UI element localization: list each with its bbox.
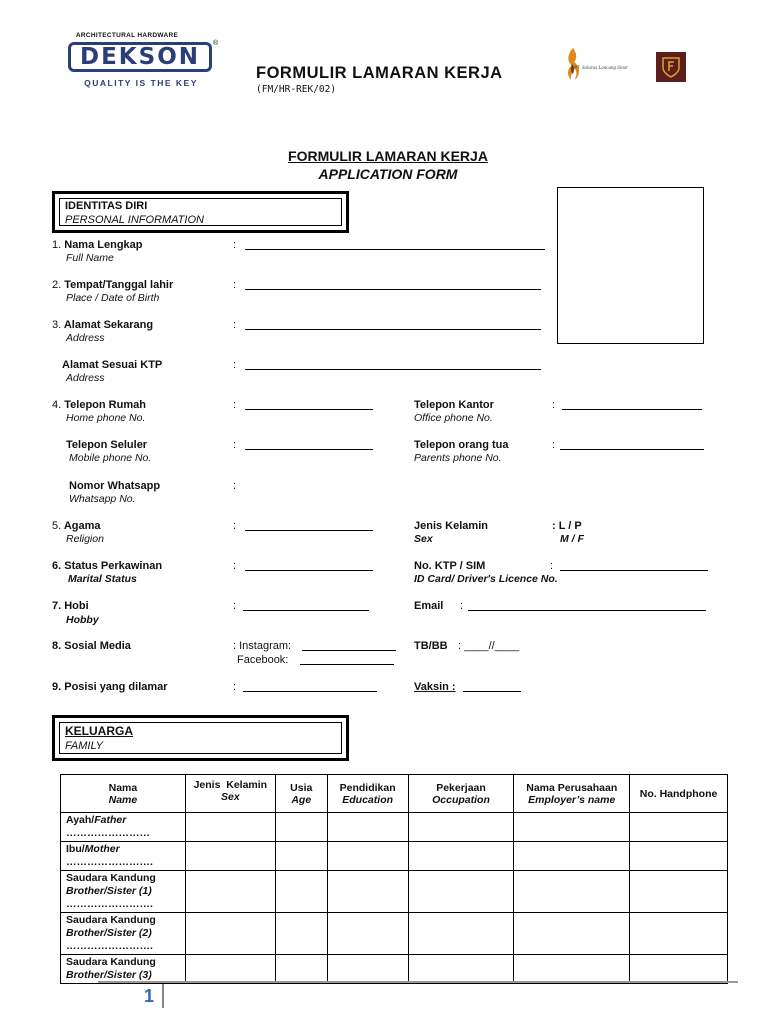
home-phone-sub: Home phone No. (66, 412, 146, 424)
col-name: Nama Name (61, 775, 186, 813)
whatsapp-sub: Whatsapp No. (69, 493, 136, 505)
home-phone-input[interactable] (245, 409, 373, 410)
mobile-sub: Mobile phone No. (69, 452, 152, 464)
office-phone-input[interactable] (562, 409, 702, 410)
ktp-address-label: Alamat Sesuai KTP (62, 359, 163, 371)
address-input[interactable] (245, 329, 541, 330)
registered-mark: ® (212, 40, 218, 47)
photo-box[interactable] (557, 187, 704, 344)
name-input[interactable] (245, 249, 545, 250)
sex-sub: Sex (414, 533, 433, 545)
table-row (61, 913, 728, 955)
table-row (61, 813, 728, 842)
table-cell[interactable] (514, 871, 630, 913)
dekson-logo (66, 32, 216, 92)
table-cell[interactable] (327, 955, 408, 984)
address-sub: Address (66, 332, 105, 344)
parents-phone-colon: : (552, 439, 556, 451)
parents-phone-sub: Parents phone No. (414, 452, 502, 464)
birth-label: 2. Tempat/Tanggal lahir (52, 279, 174, 291)
mobile-colon: : (233, 439, 237, 451)
table-cell[interactable] (327, 871, 408, 913)
instagram-input[interactable] (302, 650, 396, 651)
table-cell[interactable] (275, 842, 327, 871)
hobby-label: 7. Hobi (52, 600, 89, 612)
table-cell[interactable] (408, 842, 514, 871)
name-colon: : (233, 239, 237, 251)
logo-top-text: ARCHITECTURAL HARDWARE (75, 32, 179, 39)
ktp-input[interactable] (560, 570, 708, 571)
header-title: FORMULIR LAMARAN KERJA (256, 64, 503, 82)
parents-phone-label: Telepon orang tua (414, 439, 509, 451)
table-cell[interactable] (275, 813, 327, 842)
header-code: (FM/HR-REK/02) (256, 84, 337, 95)
table-cell[interactable] (275, 955, 327, 984)
table-row (61, 842, 728, 871)
crest-logo-icon (656, 52, 686, 82)
logo-word: DEKSON (80, 44, 200, 70)
table-cell[interactable] (327, 813, 408, 842)
table-cell[interactable] (514, 842, 630, 871)
sex-label: Jenis Kelamin (414, 520, 488, 532)
footer-divider (98, 981, 738, 983)
family-table (60, 774, 728, 984)
parents-phone-input[interactable] (560, 449, 704, 450)
table-cell[interactable] (408, 813, 514, 842)
ktp-label: No. KTP / SIM (414, 560, 486, 572)
office-phone-colon: : (552, 399, 556, 411)
name-sub: Full Name (66, 252, 114, 264)
table-row (61, 955, 728, 984)
table-cell[interactable] (275, 913, 327, 955)
social-label: 8. Sosial Media (52, 640, 131, 652)
birth-colon: : (233, 279, 237, 291)
section-family (52, 715, 349, 761)
row-sibling-3-label: Saudara Kandung Brother/Sister (3) (61, 955, 186, 984)
col-sex: Jenis Kelamin Sex (185, 775, 275, 813)
hobby-colon: : (233, 600, 237, 612)
table-cell[interactable] (630, 842, 728, 871)
form-subtitle: APPLICATION FORM (318, 166, 458, 182)
facebook-input[interactable] (300, 664, 394, 665)
office-phone-sub: Office phone No. (414, 412, 493, 424)
family-table-header (61, 775, 728, 813)
logo-box (68, 42, 212, 72)
page-number: 1 (144, 986, 155, 1006)
col-occupation: Pekerjaan Occupation (408, 775, 514, 813)
table-row (61, 871, 728, 913)
office-phone-label: Telepon Kantor (414, 399, 494, 411)
position-colon: : (233, 681, 237, 693)
position-input[interactable] (243, 691, 377, 692)
form-title: FORMULIR LAMARAN KERJA (288, 148, 488, 164)
hobby-sub: Hobby (66, 614, 99, 626)
religion-input[interactable] (245, 530, 373, 531)
ktp-address-input[interactable] (245, 369, 541, 370)
section-identity-label: IDENTITAS DIRI (65, 200, 148, 212)
religion-sub: Religion (66, 533, 104, 545)
instagram-label: : Instagram: (233, 640, 292, 652)
section-family-sub: FAMILY (65, 740, 103, 752)
email-colon: : (460, 600, 464, 612)
religion-label: 5. Agama (52, 520, 101, 532)
table-cell[interactable] (514, 813, 630, 842)
sex-options[interactable]: : L / P (552, 520, 582, 532)
table-cell[interactable] (630, 813, 728, 842)
table-cell[interactable] (630, 955, 728, 984)
ktp-address-sub: Address (66, 372, 105, 384)
section-identity-sub: PERSONAL INFORMATION (65, 214, 204, 226)
email-input[interactable] (468, 610, 706, 611)
table-cell[interactable] (630, 871, 728, 913)
birth-input[interactable] (245, 289, 541, 290)
home-phone-label: 4. Telepon Rumah (52, 399, 146, 411)
col-employer: Nama Perusahaan Employer’s name (514, 775, 630, 813)
position-label: 9. Posisi yang dilamar (52, 681, 168, 693)
ktp-colon: : (550, 560, 554, 572)
table-cell[interactable] (408, 871, 514, 913)
whatsapp-label: Nomor Whatsapp (69, 480, 161, 492)
table-cell[interactable] (275, 871, 327, 913)
facebook-label: Facebook: (237, 654, 289, 666)
table-cell[interactable] (327, 913, 408, 955)
marital-sub: Marital Status (68, 573, 137, 585)
table-cell[interactable] (185, 913, 275, 955)
religion-colon: : (233, 520, 237, 532)
table-cell[interactable] (630, 913, 728, 955)
birth-sub: Place / Date of Birth (66, 292, 160, 304)
partner-logo-text: PT. Solaras Lancang Sinar (574, 66, 629, 71)
table-cell[interactable] (514, 955, 630, 984)
table-cell[interactable] (408, 913, 514, 955)
address-colon: : (233, 319, 237, 331)
row-sibling-1-label: Saudara Kandung Brother/Sister (1) ……………………. (61, 871, 186, 913)
table-cell[interactable] (185, 955, 275, 984)
logo-tagline: QUALITY IS THE KEY (84, 78, 198, 88)
flame-logo-icon (562, 46, 642, 82)
row-mother-label: Ibu/Mother ……………………. (61, 842, 186, 871)
col-age: Usia Age (275, 775, 327, 813)
name-label: 1. Nama Lengkap (52, 239, 143, 251)
ktp-sub: ID Card/ Driver's Licence No. (414, 573, 558, 585)
marital-input[interactable] (245, 570, 373, 571)
sex-options-en: M / F (560, 533, 584, 545)
ktp-address-colon: : (233, 359, 237, 371)
table-cell[interactable] (408, 955, 514, 984)
home-phone-colon: : (233, 399, 237, 411)
marital-colon: : (233, 560, 237, 572)
whatsapp-colon: : (233, 480, 237, 492)
section-family-label: KELUARGA (65, 724, 133, 738)
table-cell[interactable] (185, 871, 275, 913)
table-cell[interactable] (185, 813, 275, 842)
table-cell[interactable] (185, 842, 275, 871)
hobby-input[interactable] (243, 610, 369, 611)
address-label: 3. Alamat Sekarang (52, 319, 154, 331)
table-cell[interactable] (514, 913, 630, 955)
section-identity (52, 191, 349, 233)
table-cell[interactable] (327, 842, 408, 871)
vaccine-input[interactable] (463, 691, 521, 692)
col-education: Pendidikan Education (327, 775, 408, 813)
row-father-label: Ayah/Father …………………… (61, 813, 186, 842)
mobile-label: Telepon Seluler (66, 439, 148, 451)
marital-label: 6. Status Perkawinan (52, 560, 163, 572)
mobile-input[interactable] (245, 449, 373, 450)
col-handphone: No. Handphone (630, 775, 728, 813)
footer-bar (162, 984, 164, 1008)
vaccine-label: Vaksin : (414, 681, 456, 693)
tbbb-label: TB/BB (414, 640, 448, 652)
tbbb-input[interactable]: : ____//____ (458, 640, 520, 652)
email-label: Email (414, 600, 444, 612)
row-sibling-2-label: Saudara Kandung Brother/Sister (2) ……………………. (61, 913, 186, 955)
